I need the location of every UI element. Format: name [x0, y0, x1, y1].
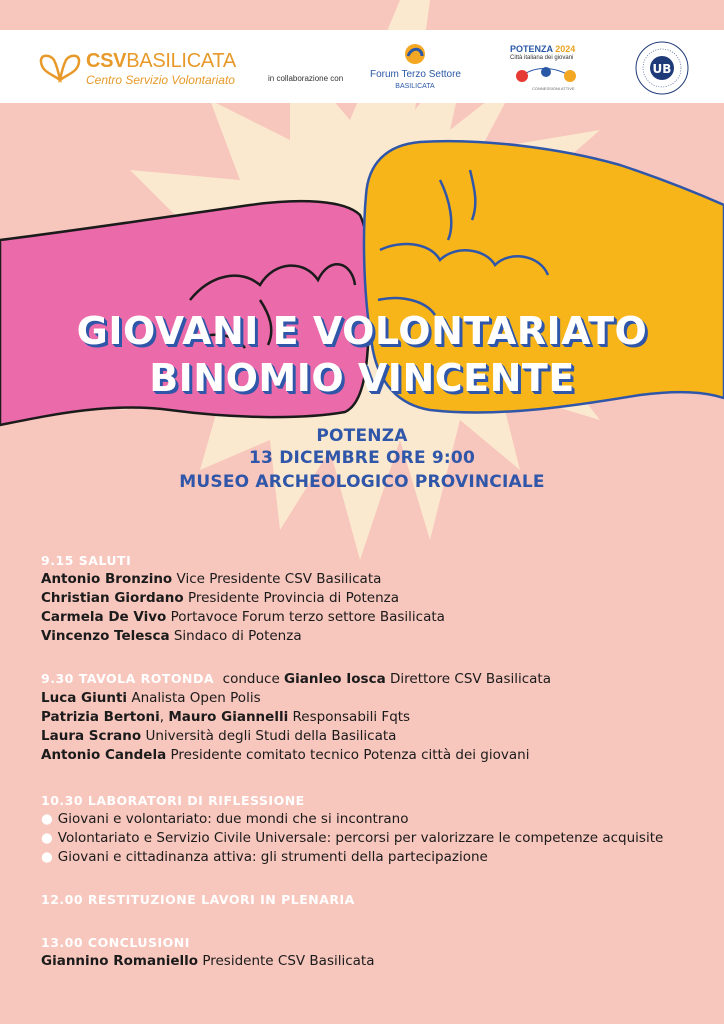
potenza-2024-logo [510, 42, 590, 98]
csv-basilicata-logo [38, 48, 238, 88]
speaker-line: Antonio Candela Presidente comitato tecnico Potenza città dei giovani [41, 747, 530, 763]
speaker-line: Luca Giunti Analista Open Polis [41, 690, 261, 706]
bullet-icon: ● [41, 811, 53, 827]
speaker-line: Laura Scrano Università degli Studi della Basilicata [41, 728, 397, 744]
moderator-line: 9.30 TAVOLA ROTONDA conduce Gianleo Iosca Direttore CSV Basilicata [41, 671, 551, 687]
workshop-item: ● Volontariato e Servizio Civile Universale: percorsi per valorizzare le competenze acquisite [41, 830, 664, 846]
speaker-line: Christian Giordano Presidente Provincia di Potenza [41, 590, 400, 606]
section-saluti [41, 552, 445, 646]
potenza-title: POTENZA 2024 [510, 44, 576, 54]
forum-terzo-settore-logo [370, 42, 460, 96]
potenza-subtitle: Città italiana dei giovani [510, 55, 574, 61]
event-date: 13 DICEMBRE ORE 9:00 [249, 448, 475, 468]
university-seal-icon [634, 40, 690, 96]
section-restituzione [41, 891, 355, 909]
speaker-line: Carmela De Vivo Portavoce Forum terzo settore Basilicata [41, 609, 445, 625]
csv-subtitle: Centro Servizio Volontariato [86, 73, 235, 87]
title-line-1: GIOVANI E VOLONTARIATO [76, 309, 648, 353]
workshop-item: ● Giovani e cittadinanza attiva: gli strumenti della partecipazione [41, 849, 488, 865]
section-heading: 13.00 CONCLUSIONI [41, 935, 190, 950]
section-heading: 12.00 RESTITUZIONE LAVORI IN PLENARIA [41, 892, 355, 907]
unibas-letters: UB [652, 62, 672, 76]
section-conclusioni [41, 934, 375, 971]
butterfly-icon [38, 50, 82, 86]
connection-dots-icon [514, 64, 578, 86]
csv-brand-name: CSVBASILICATA [86, 50, 236, 72]
bullet-icon: ● [41, 849, 53, 865]
section-laboratori [41, 792, 663, 867]
speaker-line: Patrizia Bertoni, Mauro Giannelli Responsabili Fqts [41, 709, 411, 725]
speaker-line: Vincenzo Telesca Sindaco di Potenza [41, 628, 302, 644]
event-city: POTENZA [316, 426, 408, 446]
forum-name: Forum Terzo Settore [370, 69, 461, 80]
section-heading: 9.15 SALUTI [41, 553, 132, 568]
potenza-tagline: CONNESSIONI ATTIVE [532, 86, 575, 91]
section-heading: 10.30 LABORATORI DI RIFLESSIONE [41, 793, 305, 808]
speaker-line: Antonio Bronzino Vice Presidente CSV Basilicata [41, 571, 382, 587]
unibas-seal-logo [634, 40, 690, 96]
speaker-line: Giannino Romaniello Presidente CSV Basilicata [41, 953, 375, 969]
bullet-icon: ● [41, 830, 53, 846]
forum-subtitle: BASILICATA [395, 83, 435, 90]
forum-swirl-icon [400, 42, 430, 68]
section-tavola-rotonda [41, 670, 551, 765]
title-line-2: BINOMIO VINCENTE [149, 356, 575, 400]
collaboration-label: in collaborazione con [268, 74, 344, 83]
header-bar [0, 30, 724, 103]
workshop-item: ● Giovani e volontariato: due mondi che si incontrano [41, 811, 409, 827]
section-heading: 9.30 TAVOLA ROTONDA [41, 671, 215, 686]
event-venue: MUSEO ARCHEOLOGICO PROVINCIALE [179, 472, 545, 492]
